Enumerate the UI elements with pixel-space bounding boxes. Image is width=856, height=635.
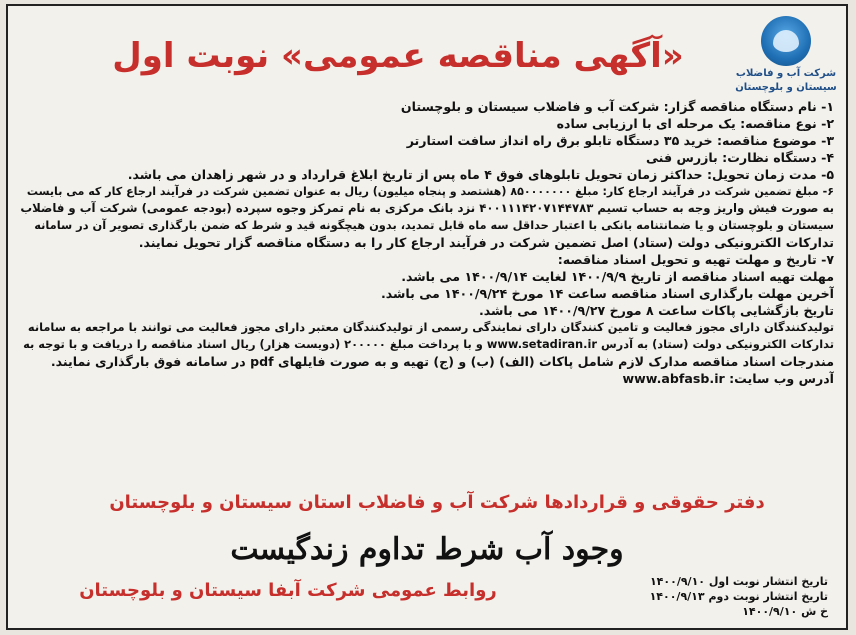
public-relations-signature: روابط عمومی شرکت آبفا سیستان و بلوچستان — [79, 580, 497, 601]
water-drop-icon — [761, 16, 811, 66]
body-line: تدارکات الکترونیکی دولت (ستاد) اصل تضمین شرکت در فرآیند ارجاع کار را به دستگاه مناقصه گزار تحویل نمایند. — [138, 235, 834, 250]
first-publication-date: تاریخ انتشار نوبت اول ۱۴۰۰/۹/۱۰ — [649, 575, 828, 588]
body-line: ۴- دستگاه نظارت: بازرس فنی — [645, 150, 834, 165]
publication-code: خ ش ۱۴۰۰/۹/۱۰ — [742, 605, 828, 618]
company-logo — [734, 12, 838, 104]
body-line: مندرجات اسناد مناقصه مدارک لازم شامل پاکات (الف) (ب) و (ج) تهیه و به صورت فایلهای pdf در سامانه فوق بارگذاری نمایند. — [50, 354, 834, 369]
second-publication-date: تاریخ انتشار نوبت دوم ۱۴۰۰/۹/۱۳ — [649, 590, 828, 603]
logo-org-line2: سیستان و بلوچستان — [735, 82, 837, 93]
body-line: تولیدکنندگان دارای مجوز فعالیت و تامین کنندگان دارای نمایندگی رسمی از تولیدکنندگان معتبر دارای مجوز فعالیت می توانند با مراجعه به سامانه — [27, 320, 834, 334]
publication-dates — [618, 574, 828, 619]
body-line: سیستان و بلوچستان و یا ضمانتنامه بانکی با اعتبار حداقل سه ماه قابل تمدید، بدون هیچگونه قید و شرط که ضمن بارگذاری تصویر آن در سامانه — [34, 218, 834, 232]
website-line: آدرس وب سایت: www.abfasb.ir — [622, 371, 834, 386]
body-line: به صورت فیش واریز وجه به حساب تسیم ۴۰۰۱۱۱۴۲۰۷۱۴۴۷۸۳ نزد بانک مرکزی به نام تمرکز وجوه سپرده (بودجه عمومی) شرکت آب و فاضلاب — [20, 201, 834, 215]
body-line: ۳- موضوع مناقصه: خرید ۳۵ دستگاه تابلو برق راه انداز سافت استارتر — [406, 133, 834, 148]
body-line: ۷- تاریخ و مهلت تهیه و تحویل اسناد مناقصه: — [557, 252, 834, 267]
body-line: ۱- نام دستگاه مناقصه گزار: شرکت آب و فاضلاب سیستان و بلوچستان — [400, 99, 834, 114]
department-signature: دفتر حقوقی و قراردادها شرکت آب و فاضلاب استان سیستان و بلوچستان — [109, 492, 765, 513]
slogan: وجود آب شرط تداوم زندگیست — [230, 532, 624, 567]
logo-org-line1: شرکت آب و فاضلاب — [735, 68, 837, 79]
body-line: ۲- نوع مناقصه: یک مرحله ای با ارزیابی ساده — [556, 116, 834, 131]
body-line: تاریخ بازگشایی پاکات ساعت ۸ مورخ ۱۴۰۰/۹/۲۷ می باشد. — [478, 303, 834, 318]
body-line: تدارکات الکترونیکی دولت (ستاد) به آدرس www.setadiran.ir و با پرداخت مبلغ ۲۰۰۰۰۰ (دویست هزار) ریال اسناد مناقصه را دریافت و با توجه به — [23, 337, 834, 351]
notice-title: «آگهی مناقصه عمومی» نوبت اول — [112, 36, 684, 76]
body-line: مهلت تهیه اسناد مناقصه از تاریخ ۱۴۰۰/۹/۹ لغایت ۱۴۰۰/۹/۱۴ می باشد. — [401, 269, 834, 284]
tender-notice — [6, 4, 848, 630]
body-line: ۵- مدت زمان تحویل: حداکثر زمان تحویل تابلوهای فوق ۴ ماه پس از تاریخ ابلاغ قرارداد و در شهر زاهدان می باشد. — [127, 167, 834, 182]
body-line: ۶- مبلغ تضمین شرکت در فرآیند ارجاع کار: مبلغ ۸۵۰۰۰۰۰۰۰ (هشتصد و پنجاه میلیون) ریال به عنوان تضمین شرکت در فرآیند ارجاع کار که می بایست — [26, 185, 834, 198]
body-line: آخرین مهلت بارگذاری اسناد مناقصه ساعت ۱۴ مورخ ۱۴۰۰/۹/۲۴ می باشد. — [380, 286, 834, 301]
notice-body — [20, 98, 834, 387]
